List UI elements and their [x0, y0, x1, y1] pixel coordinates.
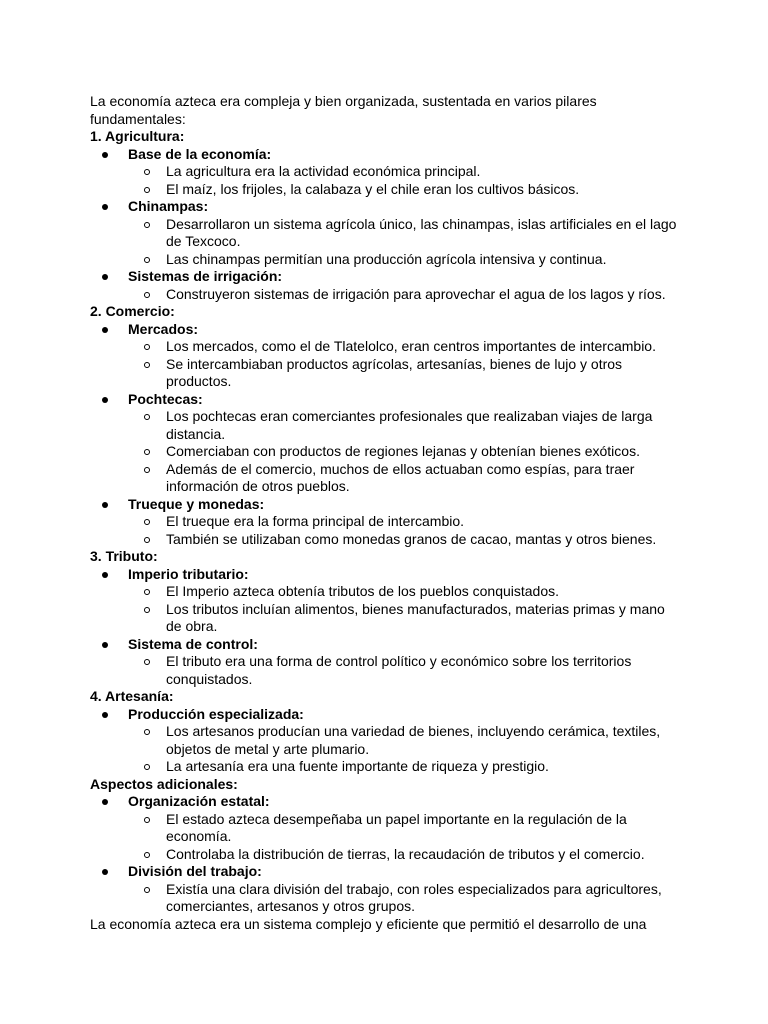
- circle-bullet-icon: [144, 257, 150, 263]
- sub-list-item: [128, 881, 680, 916]
- list-item: [90, 863, 680, 916]
- bullet-icon: [102, 572, 108, 578]
- sub-list: [128, 513, 680, 548]
- bullet-icon: [102, 869, 108, 875]
- sub-list-item: [128, 601, 680, 636]
- list-item: [90, 321, 680, 391]
- sub-item-text: Existía una clara división del trabajo, con roles especializados para agricultores, comerciantes, artesanos y otros grupos.: [166, 880, 662, 914]
- bullet-icon: [102, 642, 108, 648]
- sub-item-text: Los mercados, como el de Tlatelolco, eran centros importantes de intercambio.: [166, 338, 656, 354]
- sub-item-text: La artesanía era una fuente importante de riqueza y prestigio.: [166, 758, 549, 774]
- sub-list-item: [128, 758, 680, 776]
- bullet-icon: [102, 327, 108, 333]
- sub-list-item: [128, 356, 680, 391]
- section-heading: 1. Agricultura:: [90, 128, 185, 144]
- closing-paragraph: La economía azteca era un sistema complejo y eficiente que permitió el desarrollo de una: [90, 915, 647, 932]
- circle-bullet-icon: [144, 362, 150, 368]
- sub-list-item: [128, 181, 680, 199]
- list-item: [90, 496, 680, 549]
- sub-list-item: [128, 443, 680, 461]
- sub-list-item: [128, 583, 680, 601]
- list-item: [90, 146, 680, 199]
- section-list: [90, 566, 680, 689]
- section-list: [90, 146, 680, 304]
- sections-container: [90, 128, 680, 916]
- circle-bullet-icon: [144, 519, 150, 525]
- sub-list: [128, 408, 680, 496]
- item-title: Sistemas de irrigación:: [128, 268, 283, 284]
- bullet-icon: [102, 397, 108, 403]
- sub-list: [128, 216, 680, 269]
- sub-list-item: [128, 338, 680, 356]
- bullet-icon: [102, 152, 108, 158]
- sub-list: [128, 163, 680, 198]
- bullet-icon: [102, 502, 108, 508]
- sub-list: [128, 583, 680, 636]
- sub-list-item: [128, 286, 680, 304]
- circle-bullet-icon: [144, 169, 150, 175]
- sub-list-item: [128, 408, 680, 443]
- section-heading: 3. Tributo:: [90, 548, 158, 564]
- sub-item-text: También se utilizaban como monedas granos de cacao, mantas y otros bienes.: [166, 530, 657, 547]
- circle-bullet-icon: [144, 537, 150, 543]
- circle-bullet-icon: [144, 449, 150, 455]
- bullet-icon: [102, 274, 108, 280]
- sub-item-text: El estado azteca desempeñaba un papel importante en la regulación de la economía.: [166, 810, 627, 844]
- list-item: [90, 706, 680, 776]
- intro-paragraph: La economía azteca era compleja y bien organizada, sustentada en varios pilares fundamentales:: [90, 93, 597, 127]
- list-item: [90, 268, 680, 303]
- item-title: Imperio tributario:: [128, 565, 249, 582]
- sub-list-item: [128, 846, 680, 864]
- document-body: [90, 93, 680, 933]
- section-heading: 4. Artesanía:: [90, 688, 174, 704]
- circle-bullet-icon: [144, 589, 150, 595]
- sub-item-text: La agricultura era la actividad económica principal.: [166, 163, 481, 179]
- item-title: Pochtecas:: [128, 390, 203, 407]
- circle-bullet-icon: [144, 187, 150, 193]
- circle-bullet-icon: [144, 292, 150, 298]
- circle-bullet-icon: [144, 467, 150, 473]
- circle-bullet-icon: [144, 344, 150, 350]
- list-item: [90, 566, 680, 636]
- circle-bullet-icon: [144, 659, 150, 665]
- sub-item-text: El Imperio azteca obtenía tributos de los pueblos conquistados.: [166, 583, 560, 599]
- sub-list-item: [128, 811, 680, 846]
- bullet-icon: [102, 712, 108, 718]
- section-list: [90, 706, 680, 776]
- list-item: [90, 198, 680, 268]
- sub-item-text: El tributo era una forma de control político y económico sobre los territorios conquistados.: [166, 653, 632, 687]
- circle-bullet-icon: [144, 414, 150, 420]
- sub-item-text: Los tributos incluían alimentos, bienes manufacturados, materias primas y mano de obra.: [166, 600, 665, 634]
- circle-bullet-icon: [144, 222, 150, 228]
- sub-list-item: [128, 251, 680, 269]
- sub-list: [128, 723, 680, 776]
- section-list: [90, 793, 680, 916]
- sub-list-item: [128, 513, 680, 531]
- sub-item-text: Los artesanos producían una variedad de bienes, incluyendo cerámica, textiles, objetos de metal y arte plumario.: [166, 723, 661, 757]
- list-item: [90, 793, 680, 863]
- bullet-icon: [102, 204, 108, 210]
- circle-bullet-icon: [144, 852, 150, 858]
- circle-bullet-icon: [144, 817, 150, 823]
- item-title: División del trabajo:: [128, 863, 262, 879]
- sub-list: [128, 653, 680, 688]
- sub-list-item: [128, 216, 680, 251]
- sub-list-item: [128, 461, 680, 496]
- sub-list-item: [128, 163, 680, 181]
- circle-bullet-icon: [144, 729, 150, 735]
- sub-list-item: [128, 723, 680, 758]
- sub-list: [128, 811, 680, 864]
- circle-bullet-icon: [144, 764, 150, 770]
- circle-bullet-icon: [144, 887, 150, 893]
- sub-list: [128, 338, 680, 391]
- sub-item-text: Las chinampas permitían una producción agrícola intensiva y continua.: [166, 250, 607, 267]
- item-title: Sistema de control:: [128, 635, 258, 652]
- sub-list: [128, 881, 680, 916]
- sub-item-text: Se intercambiaban productos agrícolas, artesanías, bienes de lujo y otros productos.: [166, 355, 623, 389]
- sub-list-item: [128, 531, 680, 549]
- sub-item-text: El trueque era la forma principal de intercambio.: [166, 513, 465, 529]
- item-title: Mercados:: [128, 320, 199, 337]
- sub-list: [128, 286, 680, 304]
- circle-bullet-icon: [144, 607, 150, 613]
- item-title: Producción especializada:: [128, 705, 304, 722]
- sub-item-text: Construyeron sistemas de irrigación para aprovechar el agua de los lagos y ríos.: [166, 285, 666, 302]
- item-title: Organización estatal:: [128, 793, 270, 809]
- item-title: Trueque y monedas:: [128, 495, 265, 512]
- sub-item-text: Comerciaban con productos de regiones lejanas y obtenían bienes exóticos.: [166, 443, 640, 459]
- list-item: [90, 636, 680, 689]
- list-item: [90, 391, 680, 496]
- section-list: [90, 321, 680, 549]
- bullet-icon: [102, 799, 108, 805]
- sub-item-text: Desarrollaron un sistema agrícola único, las chinampas, islas artificiales en el lago de Texcoco.: [166, 215, 677, 249]
- sub-item-text: Además de el comercio, muchos de ellos actuaban como espías, para traer información de otros pueblos.: [166, 460, 635, 494]
- item-title: Chinampas:: [128, 198, 209, 214]
- item-title: Base de la economía:: [128, 145, 272, 162]
- sub-item-text: Los pochtecas eran comerciantes profesionales que realizaban viajes de larga distancia.: [166, 408, 653, 442]
- sub-item-text: El maíz, los frijoles, la calabaza y el chile eran los cultivos básicos.: [166, 180, 580, 197]
- section-heading: Aspectos adicionales:: [90, 775, 238, 792]
- section-heading: 2. Comercio:: [90, 303, 175, 319]
- sub-list-item: [128, 653, 680, 688]
- sub-item-text: Controlaba la distribución de tierras, la recaudación de tributos y el comercio.: [166, 845, 645, 862]
